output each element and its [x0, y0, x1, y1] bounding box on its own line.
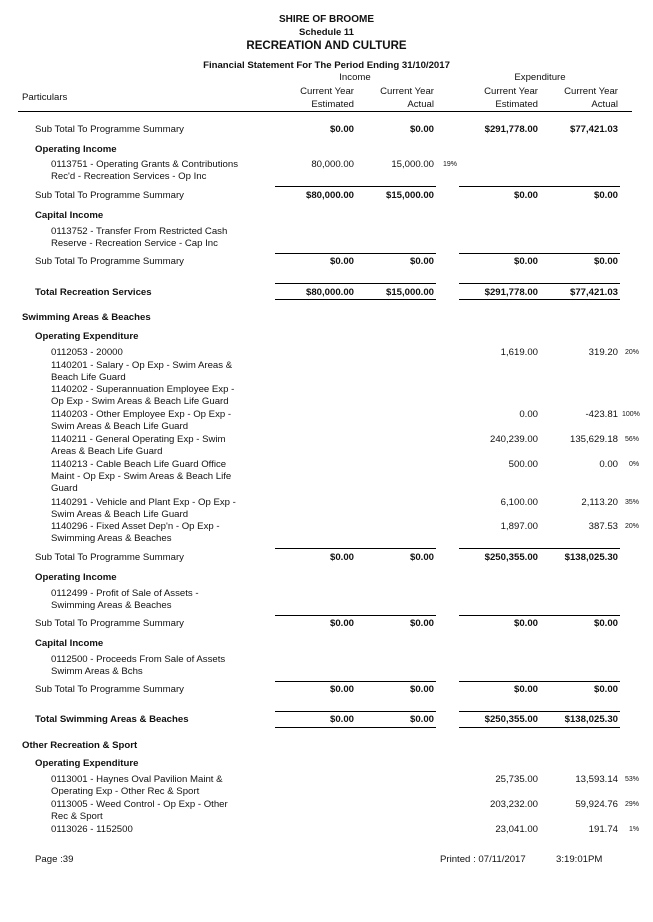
rule	[275, 681, 436, 682]
rule	[459, 615, 620, 616]
section-heading: Operating Expenditure	[35, 331, 139, 342]
col-expenditure-actual: Current Year Actual	[564, 86, 618, 110]
schedule-label: Schedule 11	[299, 27, 354, 38]
section-heading: Operating Expenditure	[35, 758, 139, 769]
rule	[459, 299, 620, 300]
expenditure-heading: Expenditure	[514, 72, 566, 83]
printed-date: Printed : 07/11/2017	[440, 854, 526, 865]
col-expenditure-estimated: Current Year Estimated	[484, 86, 538, 110]
rule	[459, 186, 620, 187]
rule	[459, 283, 620, 284]
rule	[459, 548, 620, 549]
col-income-actual: Current Year Actual	[380, 86, 434, 110]
rule	[275, 711, 436, 712]
col-income-estimated: Current Year Estimated	[300, 86, 354, 110]
particulars-heading: Particulars	[22, 92, 68, 103]
section-heading: Operating Income	[35, 572, 117, 583]
income-heading: Income	[339, 72, 371, 83]
header-rule	[18, 111, 632, 112]
rule	[459, 711, 620, 712]
rule	[275, 727, 436, 728]
report-subtitle: Financial Statement For The Period Ending 31/10/2017	[203, 60, 450, 71]
section-heading: Operating Income	[35, 144, 117, 155]
rule	[275, 253, 436, 254]
rule	[275, 283, 436, 284]
program-heading: Other Recreation & Sport	[22, 740, 138, 751]
rule	[275, 615, 436, 616]
program-heading: Swimming Areas & Beaches	[22, 312, 151, 323]
section-heading: Capital Income	[35, 638, 104, 649]
rule	[459, 253, 620, 254]
rule	[459, 681, 620, 682]
section-heading: Capital Income	[35, 210, 104, 221]
rule	[275, 548, 436, 549]
rule	[275, 299, 436, 300]
org-name: SHIRE OF BROOME	[278, 14, 374, 25]
page-number: Page :39	[35, 854, 74, 865]
rule	[275, 186, 436, 187]
rule	[459, 727, 620, 728]
report-title: RECREATION AND CULTURE	[246, 40, 407, 52]
printed-time: 3:19:01PM	[556, 854, 603, 865]
